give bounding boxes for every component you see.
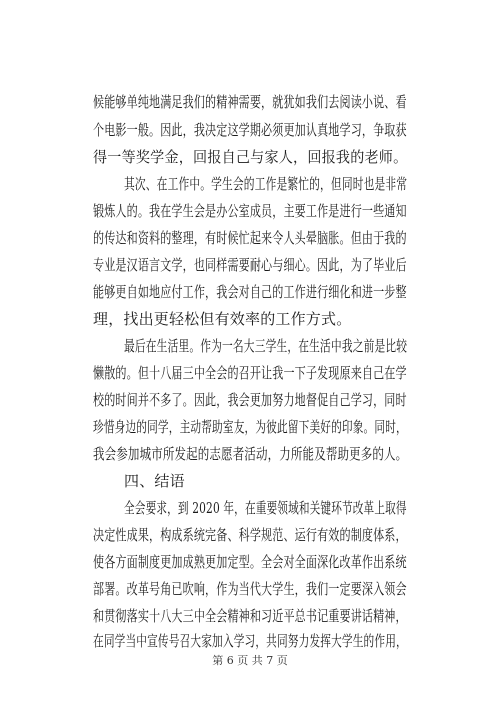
text-line: 懒散的。但十八届三中全会的召开让我一下子发现原来自己在学 [93,364,407,382]
text-line: 决定性成果，构成系统完备、科学规范、运行有效的制度体系， [93,526,407,544]
text-line: 的传达和资料的整理，有时候忙起来令人头晕脑胀。但由于我的 [93,229,407,247]
text-line: 使各方面制度更加成熟更加定型。全会对全面深化改革作出系统 [93,553,407,571]
text-line: 理，找出更轻松但有效率的工作方式。 [93,310,352,328]
text-line: 候能够单纯地满足我们的精神需要，就犹如我们去阅读小说、看 [93,93,407,111]
page-number-footer: 第 6 页 共 7 页 [212,654,288,667]
section-heading: 四、结语 [124,472,185,490]
text-line: 专业是汉语言文学，也同样需要耐心与细心。因此，为了毕业后 [93,256,407,274]
text-line: 在同学当中宣传号召大家加入学习，共同努力发挥大学生的作用， [93,632,407,650]
text-line: 部署。改革号角已吹响，作为当代大学生，我们一定要深入领会 [93,580,407,598]
text-line: 珍惜身边的同学，主动帮助室友，为彼此留下美好的印象。同时， [93,418,407,436]
text-line: 锻炼人的。我在学生会是办公室成员，主要工作是进行一些通知 [93,202,407,220]
text-line: 能够更自如地应付工作，我会对自己的工作进行细化和进一步整 [93,283,407,301]
text-line: 得一等奖学金，回报自己与家人，回报我的老师。 [93,148,408,166]
text-line: 我会参加城市所发起的志愿者活动，力所能及帮助更多的人。 [93,445,408,463]
paragraph-start-line: 最后在生活里。作为一名大三学生，在生活中我之前是比较 [124,337,408,355]
text-line: 和贯彻落实十八大三中全会精神和习近平总书记重要讲话精神， [93,607,407,625]
paragraph-start-line: 其次、在工作中。学生会的工作是繁忙的，但同时也是非常 [124,175,408,193]
text-line: 个电影一般。因此，我决定这学期必须更加认真地学习，争取获 [93,121,407,139]
paragraph-start-line: 全会要求，到 2020 年，在重要领域和关键环节改革上取得 [124,499,407,517]
text-line: 校的时间并不多了。因此，我会更加努力地督促自己学习，同时 [93,391,407,409]
